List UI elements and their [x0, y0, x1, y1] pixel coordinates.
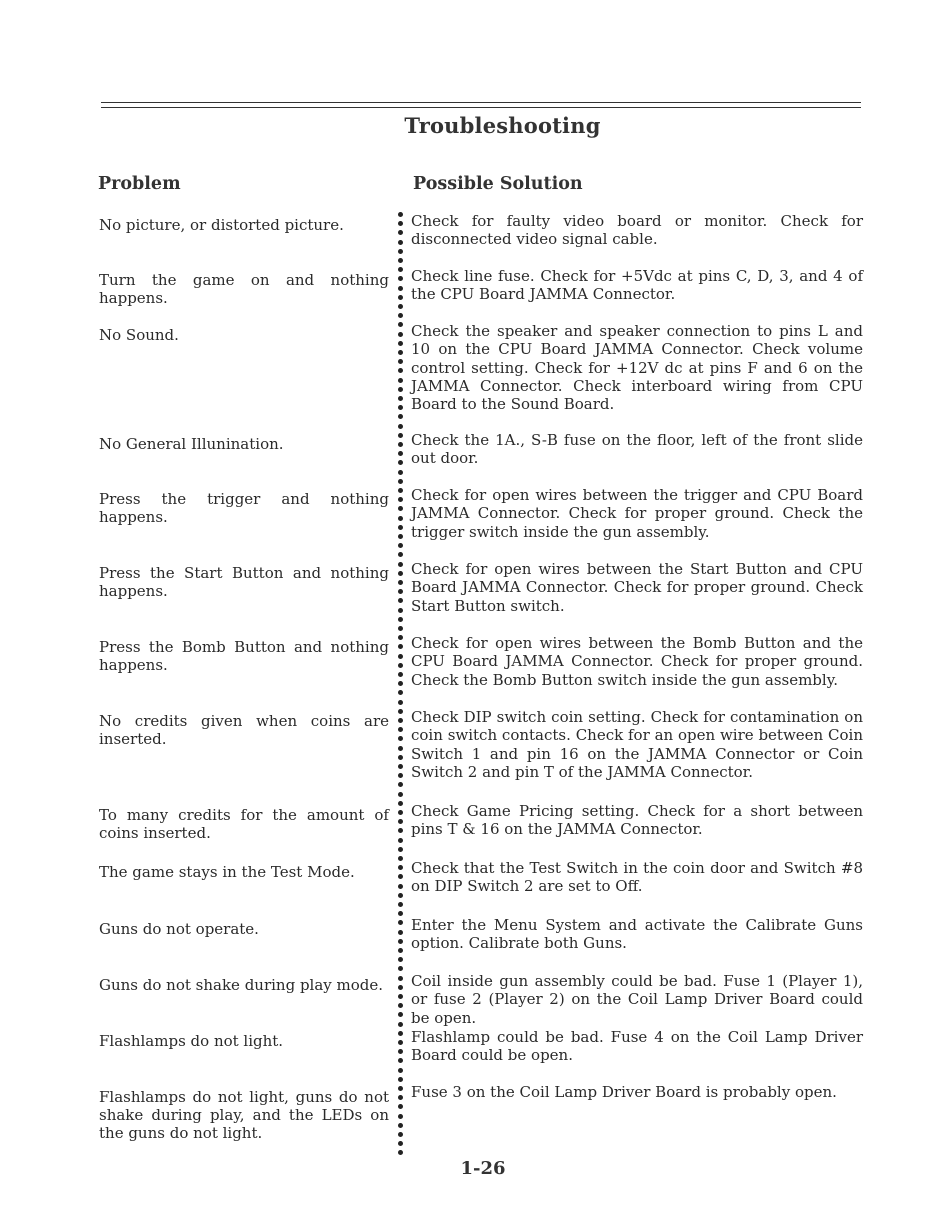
- separator-dot: [398, 700, 403, 705]
- separator-dot: [398, 994, 403, 999]
- separator-dot: [398, 893, 403, 898]
- separator-dot: [398, 736, 403, 741]
- solution-cell: Check DIP switch coin setting. Check for contamination on coin switch contacts. Check for an open wire between Coin Switch 1 and pin 16 on the JAMMA Connector or Coin Switch 2 and pin T of the JAMMA Connector.: [411, 708, 863, 781]
- problem-cell: No credits given when coins are inserted.: [99, 712, 389, 748]
- separator-dot: [398, 580, 403, 585]
- separator-dot: [398, 525, 403, 530]
- separator-dot: [398, 433, 403, 438]
- separator-dot: [398, 350, 403, 355]
- separator-dot: [398, 856, 403, 861]
- problem-cell: No Sound.: [99, 326, 179, 344]
- separator-dot: [398, 654, 403, 659]
- separator-dot: [398, 801, 403, 806]
- problem-cell: Flashlamps do not light.: [99, 1032, 284, 1050]
- separator-dot: [398, 359, 403, 364]
- separator-dot: [398, 442, 403, 447]
- separator-dot: [398, 819, 403, 824]
- separator-dot: [398, 874, 403, 879]
- separator-dot: [398, 516, 403, 521]
- top-rule-1: [101, 102, 861, 103]
- solution-cell: Fuse 3 on the Coil Lamp Driver Board is probably open.: [411, 1083, 837, 1101]
- separator-dot: [398, 571, 403, 576]
- separator-dot: [398, 681, 403, 686]
- separator-dot: [398, 387, 403, 392]
- separator-dot: [398, 663, 403, 668]
- separator-dot: [398, 341, 403, 346]
- separator-dot: [398, 782, 403, 787]
- separator-dot: [398, 488, 403, 493]
- separator-dot: [398, 295, 403, 300]
- dotted-separator: [396, 212, 406, 1162]
- separator-dot: [398, 985, 403, 990]
- separator-dot: [398, 378, 403, 383]
- problem-cell: Press the trigger and nothing happens.: [99, 490, 389, 526]
- separator-dot: [398, 847, 403, 852]
- solution-column-header: Possible Solution: [413, 174, 583, 194]
- separator-dot: [398, 470, 403, 475]
- separator-dot: [398, 617, 403, 622]
- problem-cell: The game stays in the Test Mode.: [99, 863, 355, 881]
- separator-dot: [398, 267, 403, 272]
- separator-dot: [398, 598, 403, 603]
- separator-dot: [398, 1012, 403, 1017]
- separator-dot: [398, 240, 403, 245]
- separator-dot: [398, 810, 403, 815]
- separator-dot: [398, 828, 403, 833]
- separator-dot: [398, 884, 403, 889]
- separator-dot: [398, 727, 403, 732]
- separator-dot: [398, 838, 403, 843]
- problem-cell: Flashlamps do not light, guns do not shake during play, and the LEDs on the guns do not light.: [99, 1088, 389, 1142]
- separator-dot: [398, 451, 403, 456]
- page-number: 1-26: [460, 1158, 506, 1179]
- problem-cell: Guns do not shake during play mode.: [99, 976, 384, 994]
- separator-dot: [398, 313, 403, 318]
- separator-dot: [398, 1040, 403, 1045]
- separator-dot: [398, 552, 403, 557]
- separator-dot: [398, 709, 403, 714]
- solution-cell: Enter the Menu System and activate the Calibrate Guns option. Calibrate both Guns.: [411, 916, 863, 953]
- solution-cell: Flashlamp could be bad. Fuse 4 on the Coil Lamp Driver Board could be open.: [411, 1028, 863, 1065]
- separator-dot: [398, 249, 403, 254]
- problem-cell: Press the Start Button and nothing happens.: [99, 564, 389, 600]
- separator-dot: [398, 276, 403, 281]
- separator-dot: [398, 286, 403, 291]
- separator-dot: [398, 1077, 403, 1082]
- problem-cell: Turn the game on and nothing happens.: [99, 271, 389, 307]
- separator-dot: [398, 1150, 403, 1155]
- separator-dot: [398, 405, 403, 410]
- separator-dot: [398, 460, 403, 465]
- solution-cell: Coil inside gun assembly could be bad. Fuse 1 (Player 1), or fuse 2 (Player 2) on the Coil Lamp Driver Board could be open.: [411, 972, 863, 1027]
- separator-dot: [398, 920, 403, 925]
- separator-dot: [398, 746, 403, 751]
- solution-cell: Check for open wires between the Bomb Button and the CPU Board JAMMA Connector. Check for proper ground. Check the Bomb Button switch inside the gun assembly.: [411, 634, 863, 689]
- separator-dot: [398, 230, 403, 235]
- problem-column-header: Problem: [98, 174, 181, 194]
- separator-dot: [398, 414, 403, 419]
- separator-dot: [398, 755, 403, 760]
- separator-dot: [398, 865, 403, 870]
- separator-dot: [398, 1095, 403, 1100]
- separator-dot: [398, 957, 403, 962]
- problem-cell: Guns do not operate.: [99, 920, 259, 938]
- separator-dot: [398, 930, 403, 935]
- separator-dot: [398, 1123, 403, 1128]
- separator-dot: [398, 976, 403, 981]
- separator-dot: [398, 966, 403, 971]
- solution-cell: Check Game Pricing setting. Check for a short between pins T & 16 on the JAMMA Connector.: [411, 802, 863, 839]
- page-title: Troubleshooting: [404, 113, 601, 138]
- separator-dot: [398, 1022, 403, 1027]
- separator-dot: [398, 626, 403, 631]
- separator-dot: [398, 506, 403, 511]
- separator-dot: [398, 939, 403, 944]
- separator-dot: [398, 1003, 403, 1008]
- separator-dot: [398, 1058, 403, 1063]
- separator-dot: [398, 479, 403, 484]
- separator-dot: [398, 1132, 403, 1137]
- separator-dot: [398, 718, 403, 723]
- separator-dot: [398, 1031, 403, 1036]
- separator-dot: [398, 304, 403, 309]
- separator-dot: [398, 497, 403, 502]
- separator-dot: [398, 608, 403, 613]
- separator-dot: [398, 792, 403, 797]
- separator-dot: [398, 332, 403, 337]
- solution-cell: Check line fuse. Check for +5Vdc at pins C, D, 3, and 4 of the CPU Board JAMMA Connector.: [411, 267, 863, 304]
- separator-dot: [398, 396, 403, 401]
- solution-cell: Check for faulty video board or monitor. Check for disconnected video signal cable.: [411, 212, 863, 249]
- separator-dot: [398, 322, 403, 327]
- separator-dot: [398, 258, 403, 263]
- solution-cell: Check that the Test Switch in the coin door and Switch #8 on DIP Switch 2 are set to Off.: [411, 859, 863, 896]
- separator-dot: [398, 690, 403, 695]
- separator-dot: [398, 644, 403, 649]
- separator-dot: [398, 773, 403, 778]
- separator-dot: [398, 424, 403, 429]
- separator-dot: [398, 1086, 403, 1091]
- solution-cell: Check the speaker and speaker connection to pins L and 10 on the CPU Board JAMMA Connector. Check volume control setting. Check for +12V dc at pins F and 6 on the JAMMA Connector. Check interboard wiring from CPU Board to the Sound Board.: [411, 322, 863, 414]
- separator-dot: [398, 911, 403, 916]
- solution-cell: Check for open wires between the Start Button and CPU Board JAMMA Connector. Check for proper ground. Check Start Button switch.: [411, 560, 863, 615]
- separator-dot: [398, 948, 403, 953]
- separator-dot: [398, 543, 403, 548]
- separator-dot: [398, 764, 403, 769]
- problem-cell: To many credits for the amount of coins inserted.: [99, 806, 389, 842]
- problem-cell: Press the Bomb Button and nothing happens.: [99, 638, 389, 674]
- separator-dot: [398, 1104, 403, 1109]
- separator-dot: [398, 672, 403, 677]
- separator-dot: [398, 534, 403, 539]
- problem-cell: No General Illunination.: [99, 435, 284, 453]
- separator-dot: [398, 212, 403, 217]
- problem-cell: No picture, or distorted picture.: [99, 216, 344, 234]
- separator-dot: [398, 221, 403, 226]
- separator-dot: [398, 1114, 403, 1119]
- separator-dot: [398, 635, 403, 640]
- solution-cell: Check for open wires between the trigger and CPU Board JAMMA Connector. Check for proper ground. Check the trigger switch inside the gun assembly.: [411, 486, 863, 541]
- solution-cell: Check the 1A., S-B fuse on the floor, left of the front slide out door.: [411, 431, 863, 468]
- separator-dot: [398, 368, 403, 373]
- separator-dot: [398, 1049, 403, 1054]
- separator-dot: [398, 902, 403, 907]
- separator-dot: [398, 1141, 403, 1146]
- separator-dot: [398, 589, 403, 594]
- separator-dot: [398, 1068, 403, 1073]
- top-rule-2: [101, 107, 861, 108]
- separator-dot: [398, 562, 403, 567]
